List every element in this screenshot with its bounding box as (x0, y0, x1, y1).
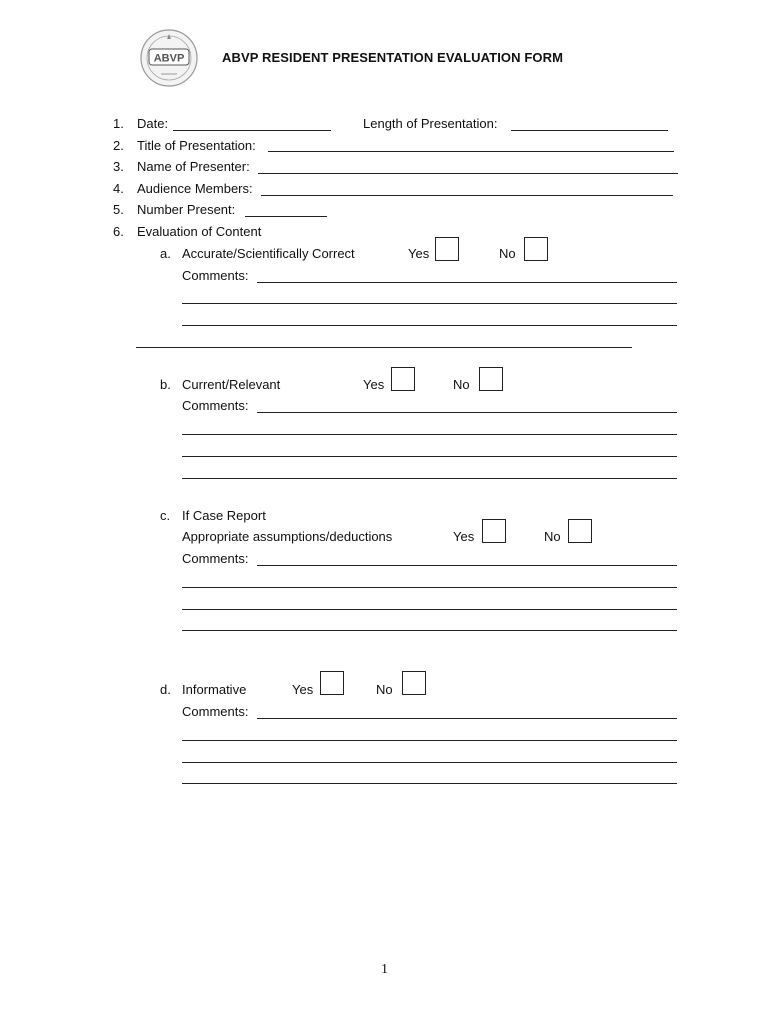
logo-text: ABVP (153, 52, 185, 65)
section-a-comments-label: Comments: (182, 268, 249, 283)
section-a-letter: a. (160, 246, 171, 261)
audience-label: Audience Members: (137, 181, 253, 196)
section-a-no-checkbox[interactable] (524, 237, 548, 261)
section-c-sublabel: Appropriate assumptions/deductions (182, 529, 393, 544)
title-of-presentation-label: Title of Presentation: (137, 138, 256, 153)
item-number-5: 5. (113, 202, 124, 217)
number-present-label: Number Present: (137, 202, 236, 217)
form-title: ABVP RESIDENT PRESENTATION EVALUATION FORM (222, 50, 564, 65)
section-c-label: If Case Report (182, 508, 266, 523)
section-a-yes-label: Yes (408, 246, 430, 261)
section-a-no-label: No (499, 246, 516, 261)
section-c-comment-line[interactable] (182, 609, 677, 610)
section-a-comment-line[interactable] (136, 347, 632, 348)
section-a-comment-line[interactable] (257, 282, 677, 283)
length-label: Length of Presentation: (363, 116, 498, 131)
section-b-label: Current/Relevant (182, 377, 281, 392)
section-b-comments-label: Comments: (182, 398, 249, 413)
section-c-comment-line[interactable] (182, 587, 677, 588)
section-d-letter: d. (160, 682, 171, 697)
date-field-line[interactable] (173, 130, 331, 131)
section-c-comment-line[interactable] (257, 565, 677, 566)
item-number-2: 2. (113, 138, 124, 153)
section-d-comments-label: Comments: (182, 704, 249, 719)
section-c-letter: c. (160, 508, 171, 523)
length-field-line[interactable] (511, 130, 668, 131)
section-d-no-checkbox[interactable] (402, 671, 426, 695)
section-c-yes-checkbox[interactable] (482, 519, 506, 543)
section-d-yes-checkbox[interactable] (320, 671, 344, 695)
presenter-label: Name of Presenter: (137, 159, 250, 174)
section-a-comment-line[interactable] (182, 325, 677, 326)
section-c-comments-label: Comments: (182, 551, 249, 566)
page-number: 1 (381, 962, 388, 977)
item-number-6: 6. (113, 224, 124, 239)
section-c-comment-line[interactable] (182, 630, 677, 631)
section-b-comment-line[interactable] (257, 412, 677, 413)
date-label: Date: (137, 116, 169, 131)
section-d-comment-line[interactable] (257, 718, 677, 719)
section-d-comment-line[interactable] (182, 762, 677, 763)
section-d-comment-line[interactable] (182, 783, 677, 784)
section-b-yes-label: Yes (363, 377, 385, 392)
section-b-yes-checkbox[interactable] (391, 367, 415, 391)
section-d-comment-line[interactable] (182, 740, 677, 741)
abvp-seal-logo (139, 28, 199, 88)
evaluation-heading: Evaluation of Content (137, 224, 262, 239)
section-b-comment-line[interactable] (182, 478, 677, 479)
section-a-label: Accurate/Scientifically Correct (182, 246, 355, 261)
section-b-no-checkbox[interactable] (479, 367, 503, 391)
audience-field-line[interactable] (261, 195, 673, 196)
title-field-line[interactable] (268, 151, 674, 152)
presenter-field-line[interactable] (258, 173, 678, 174)
number-present-field-line[interactable] (245, 216, 327, 217)
section-c-no-label: No (544, 529, 561, 544)
section-b-letter: b. (160, 377, 171, 392)
section-a-comment-line[interactable] (182, 303, 677, 304)
item-number-1: 1. (113, 116, 124, 131)
section-b-comment-line[interactable] (182, 434, 677, 435)
section-c-yes-label: Yes (453, 529, 475, 544)
section-b-comment-line[interactable] (182, 456, 677, 457)
section-b-no-label: No (453, 377, 470, 392)
section-d-yes-label: Yes (292, 682, 314, 697)
item-number-4: 4. (113, 181, 124, 196)
section-c-no-checkbox[interactable] (568, 519, 592, 543)
section-d-no-label: No (376, 682, 393, 697)
item-number-3: 3. (113, 159, 124, 174)
section-a-yes-checkbox[interactable] (435, 237, 459, 261)
section-d-label: Informative (182, 682, 247, 697)
